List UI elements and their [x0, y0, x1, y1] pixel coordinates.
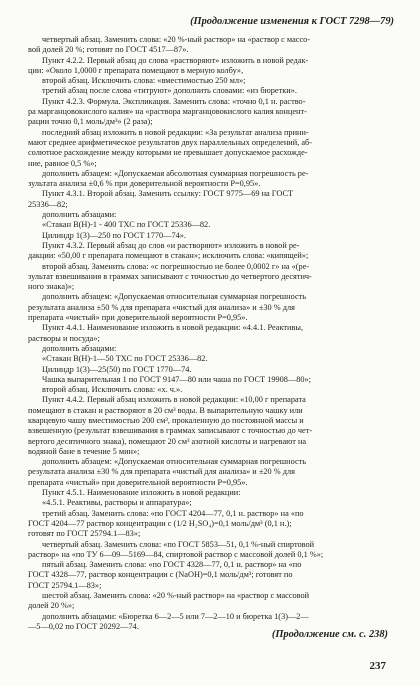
text-line: четвертый абзац. Заменить слова: «по ГОСТ 5853—51, 0,1 %-ный спиртовой — [42, 539, 315, 549]
text-line: дополнить абзацами: — [42, 210, 117, 220]
text-line: Чашка выпарительная 1 по ГОСТ 9147—80 или чаша по ГОСТ 19908—80»; — [42, 374, 311, 384]
text-line: последний абзац изложить в новой редакции: «За результат анализа прини- — [42, 127, 309, 137]
text-line: Пункт 4.2.2. Первый абзац до слова «растворяют» изложить в новой редак- — [42, 55, 309, 65]
text-line: дополнить абзацами: «Бюретка 6—2—5 или 7—2—10 и бюретка 1(3)—2— — [42, 611, 309, 621]
text-line: препарата «чистый» при доверительной вероятности P=0,95». — [28, 477, 248, 487]
text-line: растворы и посуда»; — [28, 333, 100, 343]
text-line: ГОСТ 25794.1—83»; — [28, 580, 102, 590]
page-number: 237 — [369, 660, 386, 672]
text-line: 25336—82; — [28, 199, 68, 209]
text-line: «Стакан В(Н)-1 - 400 ТХС по ГОСТ 25336—82. — [42, 220, 211, 230]
text-line: второй абзац. Исключить слова: «вместимостью 250 мл»; — [42, 76, 246, 86]
text-line: ГОСТ 4328—77, раствор концентрации с (NaOH)=0,1 моль/дм³; готовят по — [28, 570, 293, 580]
text-line: мают среднее арифметическое результатов двух параллельных определений, аб- — [28, 137, 313, 147]
text-line: Пункт 4.5.1. Наименование изложить в новой редакции: — [42, 488, 241, 498]
text-line: результата анализа ±30 % для препарата «чистый для анализа» и ±20 % для — [28, 467, 295, 477]
text-line: ра марганцовокислого калия» на «раствора марганцовокислого калия концент- — [28, 107, 307, 117]
text-line: пятый абзац. Заменить слова: «по ГОСТ 4328—77, 0,1 н. раствор» на «по — [42, 560, 302, 570]
text-line: готовят по ГОСТ 25794.1—83»; — [28, 529, 141, 539]
text-line: шестой абзац. Заменить слова: «20 %-ный раствор» на «раствор с массовой — [42, 591, 310, 601]
text-line: дополнить абзацами: — [42, 343, 117, 353]
text-line: дакции: «50,00 г препарата помещают в стакан»; исключить слова: «кипящей»; — [28, 251, 309, 261]
text-line: рации точно 0,1 моль/дм³» (2 раза); — [28, 117, 153, 127]
text-line: второй абзац. Заменить слова: «с погрешностью не более 0,0002 г» на «(ре- — [42, 261, 310, 271]
text-line: третий абзац. Заменить слова: «по ГОСТ 4204—77, 0,1 н. раствор» на «по — [42, 508, 304, 518]
text-line: раствор» на «по ТУ 6—09—5169—84, спиртовой раствор с массовой долей 0,1 %»; — [28, 549, 324, 559]
text-line: препарата «чистый» при доверительной вероятности P=0,95». — [28, 313, 248, 323]
text-line: дополнить абзацем: «Допускаемая относительная суммарная погрешность — [42, 292, 307, 302]
text-line: Цилиндр 1(3)—25(50) по ГОСТ 1770—74. — [42, 364, 192, 374]
text-line: водяной бане в течение 5 мин»; — [28, 446, 140, 456]
text-line: Пункт 4.4.2. Первый абзац изложить в новой редакции: «10,00 г препарата — [42, 395, 306, 405]
text-line: ние, равное 0,5 %»; — [28, 158, 97, 168]
text-line: взвешенную (результат взвешивания в граммах записывают с точностью до чет- — [28, 426, 313, 436]
text-line: четвертый абзац. Заменить слова: «20 %-ный раствор» на «раствор с массо- — [42, 35, 311, 44]
text-line: Пункт 4.4.1. Наименование изложить в новой редакции: «4.4.1. Реактивы, — [42, 323, 304, 333]
text-line: помещают в стакан и растворяют в 20 см³ воды. В выпарительную чашку или — [28, 405, 303, 415]
text-line: вой долей 20 %; готовят по ГОСТ 4517—87». — [28, 45, 189, 55]
text-line: зультата анализа ±0,6 % при доверительной вероятности P=0,95». — [28, 179, 261, 189]
text-line: Пункт 4.3.2. Первый абзац до слов «и растворяют» изложить в новой ре- — [42, 240, 300, 250]
document-body — [28, 35, 400, 632]
text-line: результата анализа ±50 % для препарата «чистый для анализа» и ±30 % для — [28, 302, 295, 312]
text-line: ного знака)»; — [28, 282, 75, 292]
text-line: Пункт 4.2.3. Формула. Экспликация. Заменить слова: «точно 0,1 н. раство- — [42, 96, 306, 106]
text-line: Пункт 4.3.1. Второй абзац. Заменить ссылку: ГОСТ 9775—69 на ГОСТ — [42, 189, 294, 199]
continuation-note: (Продолжение см. с. 238) — [271, 629, 388, 640]
text-line: кварцевую чашу вместимостью 200 см³, прокаленную до постоянной массы и — [28, 415, 304, 425]
text-line: ции: «Около 1,0000 г препарата помещают в мерную колбу», — [28, 65, 244, 75]
text-line: долей 20 %»; — [28, 601, 75, 611]
text-line: вертого десятичного знака), помещают 20 см³ азотной кислоты и нагревают на — [28, 436, 307, 446]
text-line: третий абзац после слова «титруют» дополнить словами: «из бюретки». — [42, 86, 297, 96]
text-line: «4.5.1. Реактивы, растворы и аппаратура»; — [42, 498, 192, 508]
text-line: дополнить абзацем: «Допускаемая относительная суммарная погрешность — [42, 457, 307, 467]
text-line: солютное расхождение между которыми не превышает допускаемое расхожде- — [28, 148, 308, 158]
text-line: «Стакан В(Н)-1—50 ТХС по ГОСТ 25336—82. — [42, 354, 208, 364]
text-line: дополнить абзацем: «Допускаемая абсолютная суммарная погрешность ре- — [42, 168, 309, 178]
running-header: (Продолжение изменения к ГОСТ 7298—79) — [190, 16, 394, 27]
text-line: —5—0,02 по ГОСТ 20292—74. — [28, 621, 139, 631]
text-line: зультат взвешивания в граммах записывают с точностью до четвертого десятич- — [28, 271, 312, 281]
text-line: второй абзац. Исключить слова: «х. ч.». — [42, 385, 183, 395]
text-line: ГОСТ 4204—77 раствор концентрации с (1/2 H₂SO₄)=0,1 моль/дм³ (0,1 н.); — [28, 518, 292, 528]
text-line: Цилиндр 1(3)—250 по ГОСТ 1770—74». — [42, 230, 186, 240]
